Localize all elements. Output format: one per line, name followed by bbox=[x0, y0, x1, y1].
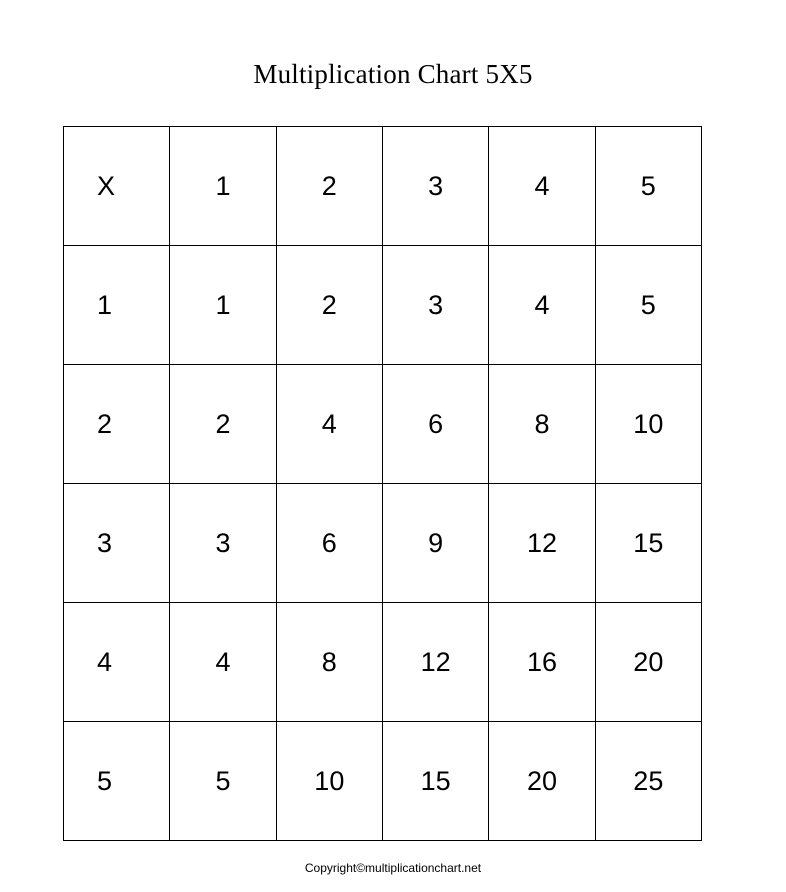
table-row bbox=[64, 603, 702, 722]
table-cell: 4 bbox=[276, 365, 382, 484]
copyright-footer: Copyright©multiplicationchart.net bbox=[304, 861, 482, 875]
table-cell: 4 bbox=[64, 603, 170, 722]
table-cell: 12 bbox=[382, 603, 488, 722]
table-cell: 3 bbox=[382, 246, 488, 365]
table-row bbox=[64, 365, 702, 484]
table-cell: 20 bbox=[489, 722, 595, 841]
table-row bbox=[64, 246, 702, 365]
table-cell: 1 bbox=[170, 127, 276, 246]
table-cell: 2 bbox=[276, 127, 382, 246]
table-cell: 15 bbox=[595, 484, 701, 603]
table-cell: 10 bbox=[276, 722, 382, 841]
table-cell: 9 bbox=[382, 484, 488, 603]
table-cell: 6 bbox=[276, 484, 382, 603]
table-cell: 25 bbox=[595, 722, 701, 841]
table-cell: 20 bbox=[595, 603, 701, 722]
table-cell: 4 bbox=[170, 603, 276, 722]
table-cell: 16 bbox=[489, 603, 595, 722]
table-cell: 10 bbox=[595, 365, 701, 484]
table-cell: 2 bbox=[170, 365, 276, 484]
table-cell: 3 bbox=[64, 484, 170, 603]
table-row-header bbox=[64, 127, 702, 246]
table-row bbox=[64, 484, 702, 603]
table-row bbox=[64, 722, 702, 841]
table-cell: 5 bbox=[595, 127, 701, 246]
table-cell: 6 bbox=[382, 365, 488, 484]
table-cell: 15 bbox=[382, 722, 488, 841]
table-cell: X bbox=[64, 127, 170, 246]
table-cell: 3 bbox=[170, 484, 276, 603]
table-cell: 4 bbox=[489, 246, 595, 365]
table-cell: 5 bbox=[170, 722, 276, 841]
table-cell: 3 bbox=[382, 127, 488, 246]
table-cell: 12 bbox=[489, 484, 595, 603]
table-cell: 2 bbox=[64, 365, 170, 484]
table-cell: 1 bbox=[64, 246, 170, 365]
multiplication-table bbox=[63, 126, 702, 841]
page-title: Multiplication Chart 5X5 bbox=[253, 59, 533, 89]
table-cell: 8 bbox=[276, 603, 382, 722]
table-cell: 5 bbox=[64, 722, 170, 841]
table-cell: 4 bbox=[489, 127, 595, 246]
table-cell: 2 bbox=[276, 246, 382, 365]
table-cell: 8 bbox=[489, 365, 595, 484]
table-cell: 1 bbox=[170, 246, 276, 365]
table-cell: 5 bbox=[595, 246, 701, 365]
